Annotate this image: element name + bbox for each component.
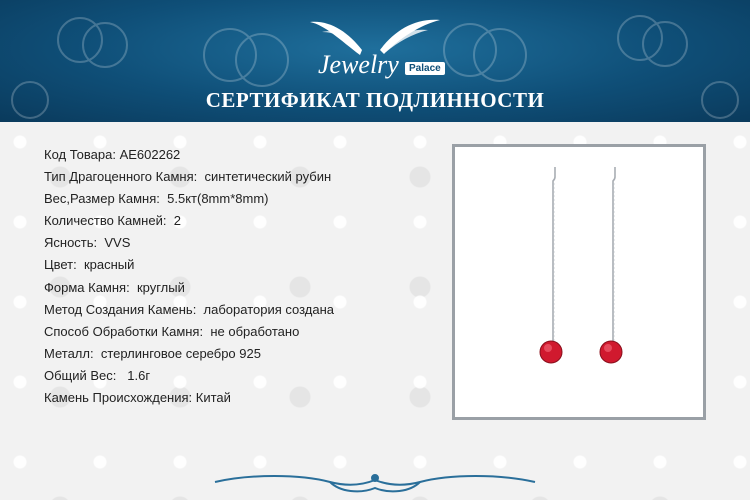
spec-value: Китай [195,390,231,406]
spec-value: 1.6г [127,367,151,383]
spec-label: Тип Драгоценного Камня: [44,169,198,185]
spec-item [44,188,334,210]
spec-label: Металл: [44,345,94,361]
spec-item [44,210,334,232]
spec-value: не обработано [210,323,300,339]
spec-item [44,299,334,321]
brand-logo-badge: Palace [405,62,445,75]
spec-item [44,387,334,409]
spec-value: 5.5кт(8mm*8mm) [167,191,269,207]
spec-item [44,144,334,166]
certificate-title: СЕРТИФИКАТ ПОДЛИННОСТИ [205,88,545,112]
spec-label: Код Товара: [44,147,116,162]
spec-item [44,365,334,387]
spec-item [44,343,334,365]
spec-value: стерлинговое серебро 925 [100,345,261,361]
spec-label: Форма Камня: [44,279,130,295]
spec-label: Ясность: [44,235,98,251]
spec-value: синтетический рубин [204,169,332,185]
spec-item [44,321,334,343]
product-photo-frame [452,144,706,420]
earrings-image [455,147,703,417]
spec-label: Общий Вес: [44,367,117,383]
spec-value: красный [83,257,135,273]
spec-value: VVS [104,235,131,251]
spec-value: круглый [136,279,185,295]
spec-item [44,277,334,299]
certificate-body [0,122,750,500]
spec-value: AE602262 [119,147,181,162]
ornament-scroll-icon [0,464,750,500]
spec-value: лаборатория создана [203,301,335,317]
certificate-header [0,0,750,122]
brand-logo-text: Jewelry [318,50,399,79]
spec-item [44,232,334,254]
spec-list [44,144,334,409]
spec-label: Цвет: [44,257,77,273]
spec-value: 2 [173,213,181,229]
spec-label: Вес,Размер Камня: [44,191,160,207]
spec-item [44,166,334,188]
spec-item [44,254,334,276]
spec-label: Способ Обработки Камня: [44,323,204,339]
spec-label: Количество Камней: [44,213,167,229]
spec-label: Метод Создания Камень: [44,301,197,317]
spec-label: Камень Происхождения: [44,390,193,406]
